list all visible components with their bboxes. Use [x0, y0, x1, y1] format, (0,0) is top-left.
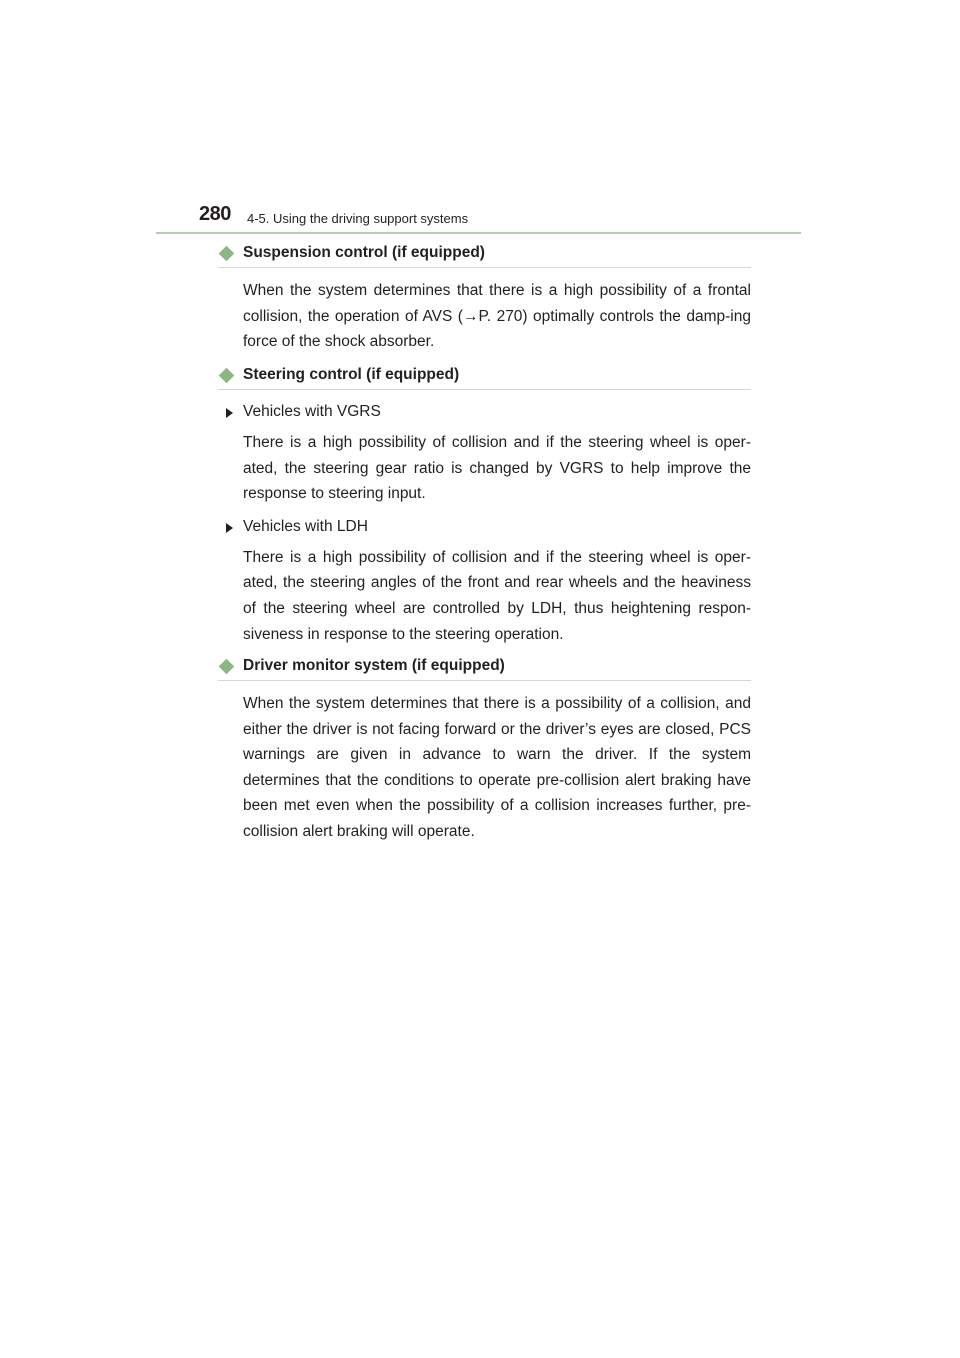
subsection-title: Vehicles with VGRS: [243, 403, 381, 420]
section-suspension-control: [218, 241, 751, 355]
diamond-bullet-icon: [219, 246, 235, 262]
diamond-bullet-icon: [219, 659, 235, 675]
section-paragraph: When the system determines that there is a high possibility of a frontal collision, the operation of AVS (→P. 270) optimally controls the damp-ing force of the shock absorber.: [243, 282, 751, 351]
subsection-paragraph: There is a high possibility of collision and if the steering wheel is oper-ated, the steering angles of the front and rear wheels and the heaviness of the steering wheel are controlled by LDH, thus heightening respon-siveness in response to the steering operation.: [243, 548, 751, 643]
triangle-bullet-icon: [226, 523, 233, 533]
section-heading: [218, 241, 751, 268]
section-heading: [218, 363, 751, 390]
section-steering-control: [218, 363, 751, 647]
subsection-heading: [218, 515, 751, 541]
section-driver-monitor-system: [218, 654, 751, 845]
section-heading: [218, 654, 751, 681]
page-header: [0, 0, 960, 240]
page-number: 280: [199, 203, 231, 225]
diamond-bullet-icon: [219, 368, 235, 384]
chapter-title: 4-5. Using the driving support systems: [247, 211, 469, 226]
section-title: Suspension control (if equipped): [243, 244, 485, 261]
header-divider: [156, 232, 801, 234]
subsection-title: Vehicles with LDH: [243, 517, 368, 535]
subsection-heading: [218, 400, 751, 426]
triangle-bullet-icon: [226, 408, 233, 418]
subsection-paragraph: There is a high possibility of collision and if the steering wheel is oper-ated, the steering gear ratio is changed by VGRS to help improve the response to steering input.: [243, 434, 751, 503]
section-paragraph: When the system determines that there is a possibility of a collision, and either the driver is not facing forward or the driver’s eyes are closed, PCS warnings are given in advance to warn the driver. If the system determines that the conditions to operate pre-collision alert braking have been met even when the possibility of a collision increases further, pre-collision alert braking will operate.: [243, 695, 751, 840]
section-title: Driver monitor system (if equipped): [243, 657, 505, 674]
section-title: Steering control (if equipped): [243, 366, 460, 383]
